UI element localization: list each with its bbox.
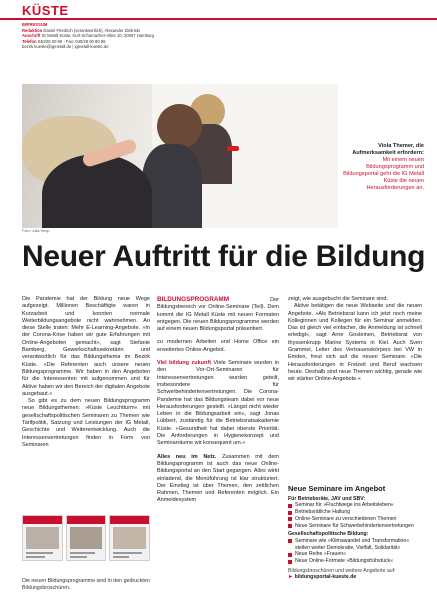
list-item: Neue Online-Formate »Bildungsfrühstück« [288, 558, 422, 565]
article-column-2 [157, 296, 279, 505]
person-2-head [157, 104, 202, 149]
editors: Daniel Friedrich (verantwortlich), Alexander Zielinski [43, 27, 140, 33]
phone: 040/28 00 90 - Fax: 040/28 00 90 99 [37, 38, 106, 44]
red-marker [227, 146, 239, 151]
list-item: Seminare wie »Klimawandel und Transformation« stellen weiter Demokratie, Vielfalt, Solidarität« [288, 538, 422, 551]
kicker: BILDUNGSPROGRAMM [157, 296, 230, 303]
seminar-box [288, 486, 422, 581]
contact-email-link[interactable]: bezirk.kueste@igmetall.de | igmetall-kueste.de [22, 44, 109, 50]
brochure-caption: Die neuen Bildungsprogramme sind in den gedruckten Bildungsbroschüren. [22, 578, 150, 591]
photo-caption-text: Mit einem neuen Bildungsprogramm und Bildungsportal geht die IG Metall Küste die neuen Herausforderungen an. [343, 157, 424, 191]
brochure-thumbnail [66, 515, 107, 561]
paragraph: Die Pandemie hat der Bildung neue Wege aufgezeigt. Millionen Beschäftigte waren in Kurzarbeit und konnten normale Weiterbildungsangebote nicht wahrnehmen. An diese Stelle traten: Mehr E-Learning-Angebote. »In der Corona-Krise haben wir gute Erfahrungen mit Online-Angeboten gemacht«, sagt Stefanie Bamberg, Gewerkschaftssekretärin und verantwortlich für das Bildungsthema im Bezirk Küste. »Die Referenten auch unsere neuen Bildungsprogramme. Wir haben in den Angeboten für die Interessenten mit aufgenommen und für Aktive haben wir den Bereich der digitalen Angebote ausgebaut.« [22, 296, 150, 397]
article-column-3 [288, 296, 422, 384]
list-item: Neue Reihe »Frauen« [288, 551, 422, 558]
paragraph: Viele Seminare wurden in den Vor-Ort-Seminaren für Interessenvertretungen wurden geteilt, insbesondere für Schwerbehindertenvertretungen. Die Corona-Pandemie hat das Bildungsteam dabei vor neue Herausforderungen gestellt. »Längst nicht wieder Leben in die Bildungsarbeit ein«, sagt Jonas Lübbert, zuständig für die Betriebsratsakademie Küste. »Gesundheit hat dabei oberste Priorität. Die Anforderungen in Hygienekonzept und Seminarräume wir konsequent um.« [157, 360, 279, 447]
group-heading: Für Betriebsräte, JAV und SBV: [288, 495, 366, 502]
section-divider [0, 18, 437, 20]
brochure-thumbnails [22, 515, 150, 570]
paragraph: So gibt es zu dem neuen Bildungsprogramm neue Bildungsthemen: »Küste Leuchtturm« mit gesellschaftspolitischen Seminaren zu Themen wie Tarifpolitik, Satzung und Leistungen der IG Metall, Geschichte und Weiterentwicklung. Auch die Interessenvertretungen finden in Form von Seminaren [22, 398, 150, 448]
paragraph: zu modernen Arbeiten und Home Office ein erweitertes Online-Angebot. [157, 339, 279, 353]
paragraph: Aktive betätigen die neue Webseite und die neuen Angebote. »Als Betriebsrat kann ich jetzt noch meine Kolleginnen und Kollegen für ein Seminar anmelden. Das ist gleich viel einfacher, die Anmeldung ist schnell erledigt«, sagt Arne Gosteinen, Betriebsrat von thyssenkrupp Marine Systems in Kiel. Auch Sven Grammel, Leiter des Vertrauenskörpers bei VW in Emden, freut sich auf die neuen Seminare. »Die Herausforderungen in Freizeit und Beruf wachsen heute. Deshalb sind neue Themen wichtig, gerade wie wir stärker Online-Angebote.« [288, 303, 422, 383]
list-item: Betriebsrätliche Haltung [288, 509, 422, 516]
photo-caption-title: Viola Themer, die Aufmerksamkeit erfordern: [352, 143, 424, 156]
person-1 [42, 154, 152, 228]
seminar-list [288, 502, 422, 529]
phone-label: Telefon [22, 38, 37, 44]
photo-caption [342, 143, 424, 192]
address-label: Anschrift [22, 33, 41, 39]
imprint-label: IMPRESSUM [22, 22, 48, 27]
paragraph: zeigt, wie ausgebucht die Seminare sind. [288, 296, 388, 302]
intro: Der Bildungsbereich vor Online-Seminare (Teil). Dem kommt die IG Metall Küste mit neuen Formaten entgegen. Die neuen Bildungsprogramme werden auf einem neuen Bildungsportal präsentiert. [157, 297, 279, 333]
imprint-block [22, 22, 322, 50]
portal-link-row [288, 574, 422, 581]
group-heading: Gesellschaftspolitische Bildung: [288, 531, 369, 538]
hero-photo [22, 84, 338, 228]
list-item: Online-Seminare zu verschiedenen Themen [288, 516, 422, 523]
list-item: Seminar für »Fluchtwege ins Arbeitsleben« [288, 502, 422, 509]
address: IG Metall Küste, Kurt-Schumacher-Allee 10, 20097 Hamburg [41, 33, 154, 39]
runin-heading: Alles neu im Netz. [157, 453, 217, 460]
seminar-box-title: Neue Seminare im Angebot [288, 484, 386, 493]
list-item: Neue Seminare für Schwerbehindertenvertretungen [288, 523, 422, 530]
arrow-icon: ► [288, 574, 294, 581]
page-header [0, 0, 437, 50]
article-headline: Neuer Auftritt für die Bildung [22, 240, 426, 273]
article-column-1 [22, 296, 150, 449]
brochure-thumbnail [22, 515, 63, 561]
runin-heading: Viel bildung zukunft [157, 360, 212, 367]
paragraph: Zusammen mit dem Bildungsprogramm ist auch das neue Online-Bildungsportal an den Start gegangen. Alles wirkt einladend, die Menüführung ist klar strukturiert. Der Einstieg ist über Themen, den zeitlichen Rahmen, Themen und Referenten möglich. Ein Anmeldesystem [157, 453, 279, 504]
portal-note: Bildungsbroschüren und weitere Angebote auf: [288, 567, 396, 574]
editors-label: Redaktion [22, 27, 43, 33]
brochure-thumbnail [109, 515, 150, 561]
section-label: KÜSTE [22, 3, 69, 18]
seminar-list [288, 538, 422, 565]
portal-link[interactable]: bildungsportal-kueste.de [294, 574, 357, 581]
photo-credit: Foto: Julia Knop [22, 229, 50, 233]
